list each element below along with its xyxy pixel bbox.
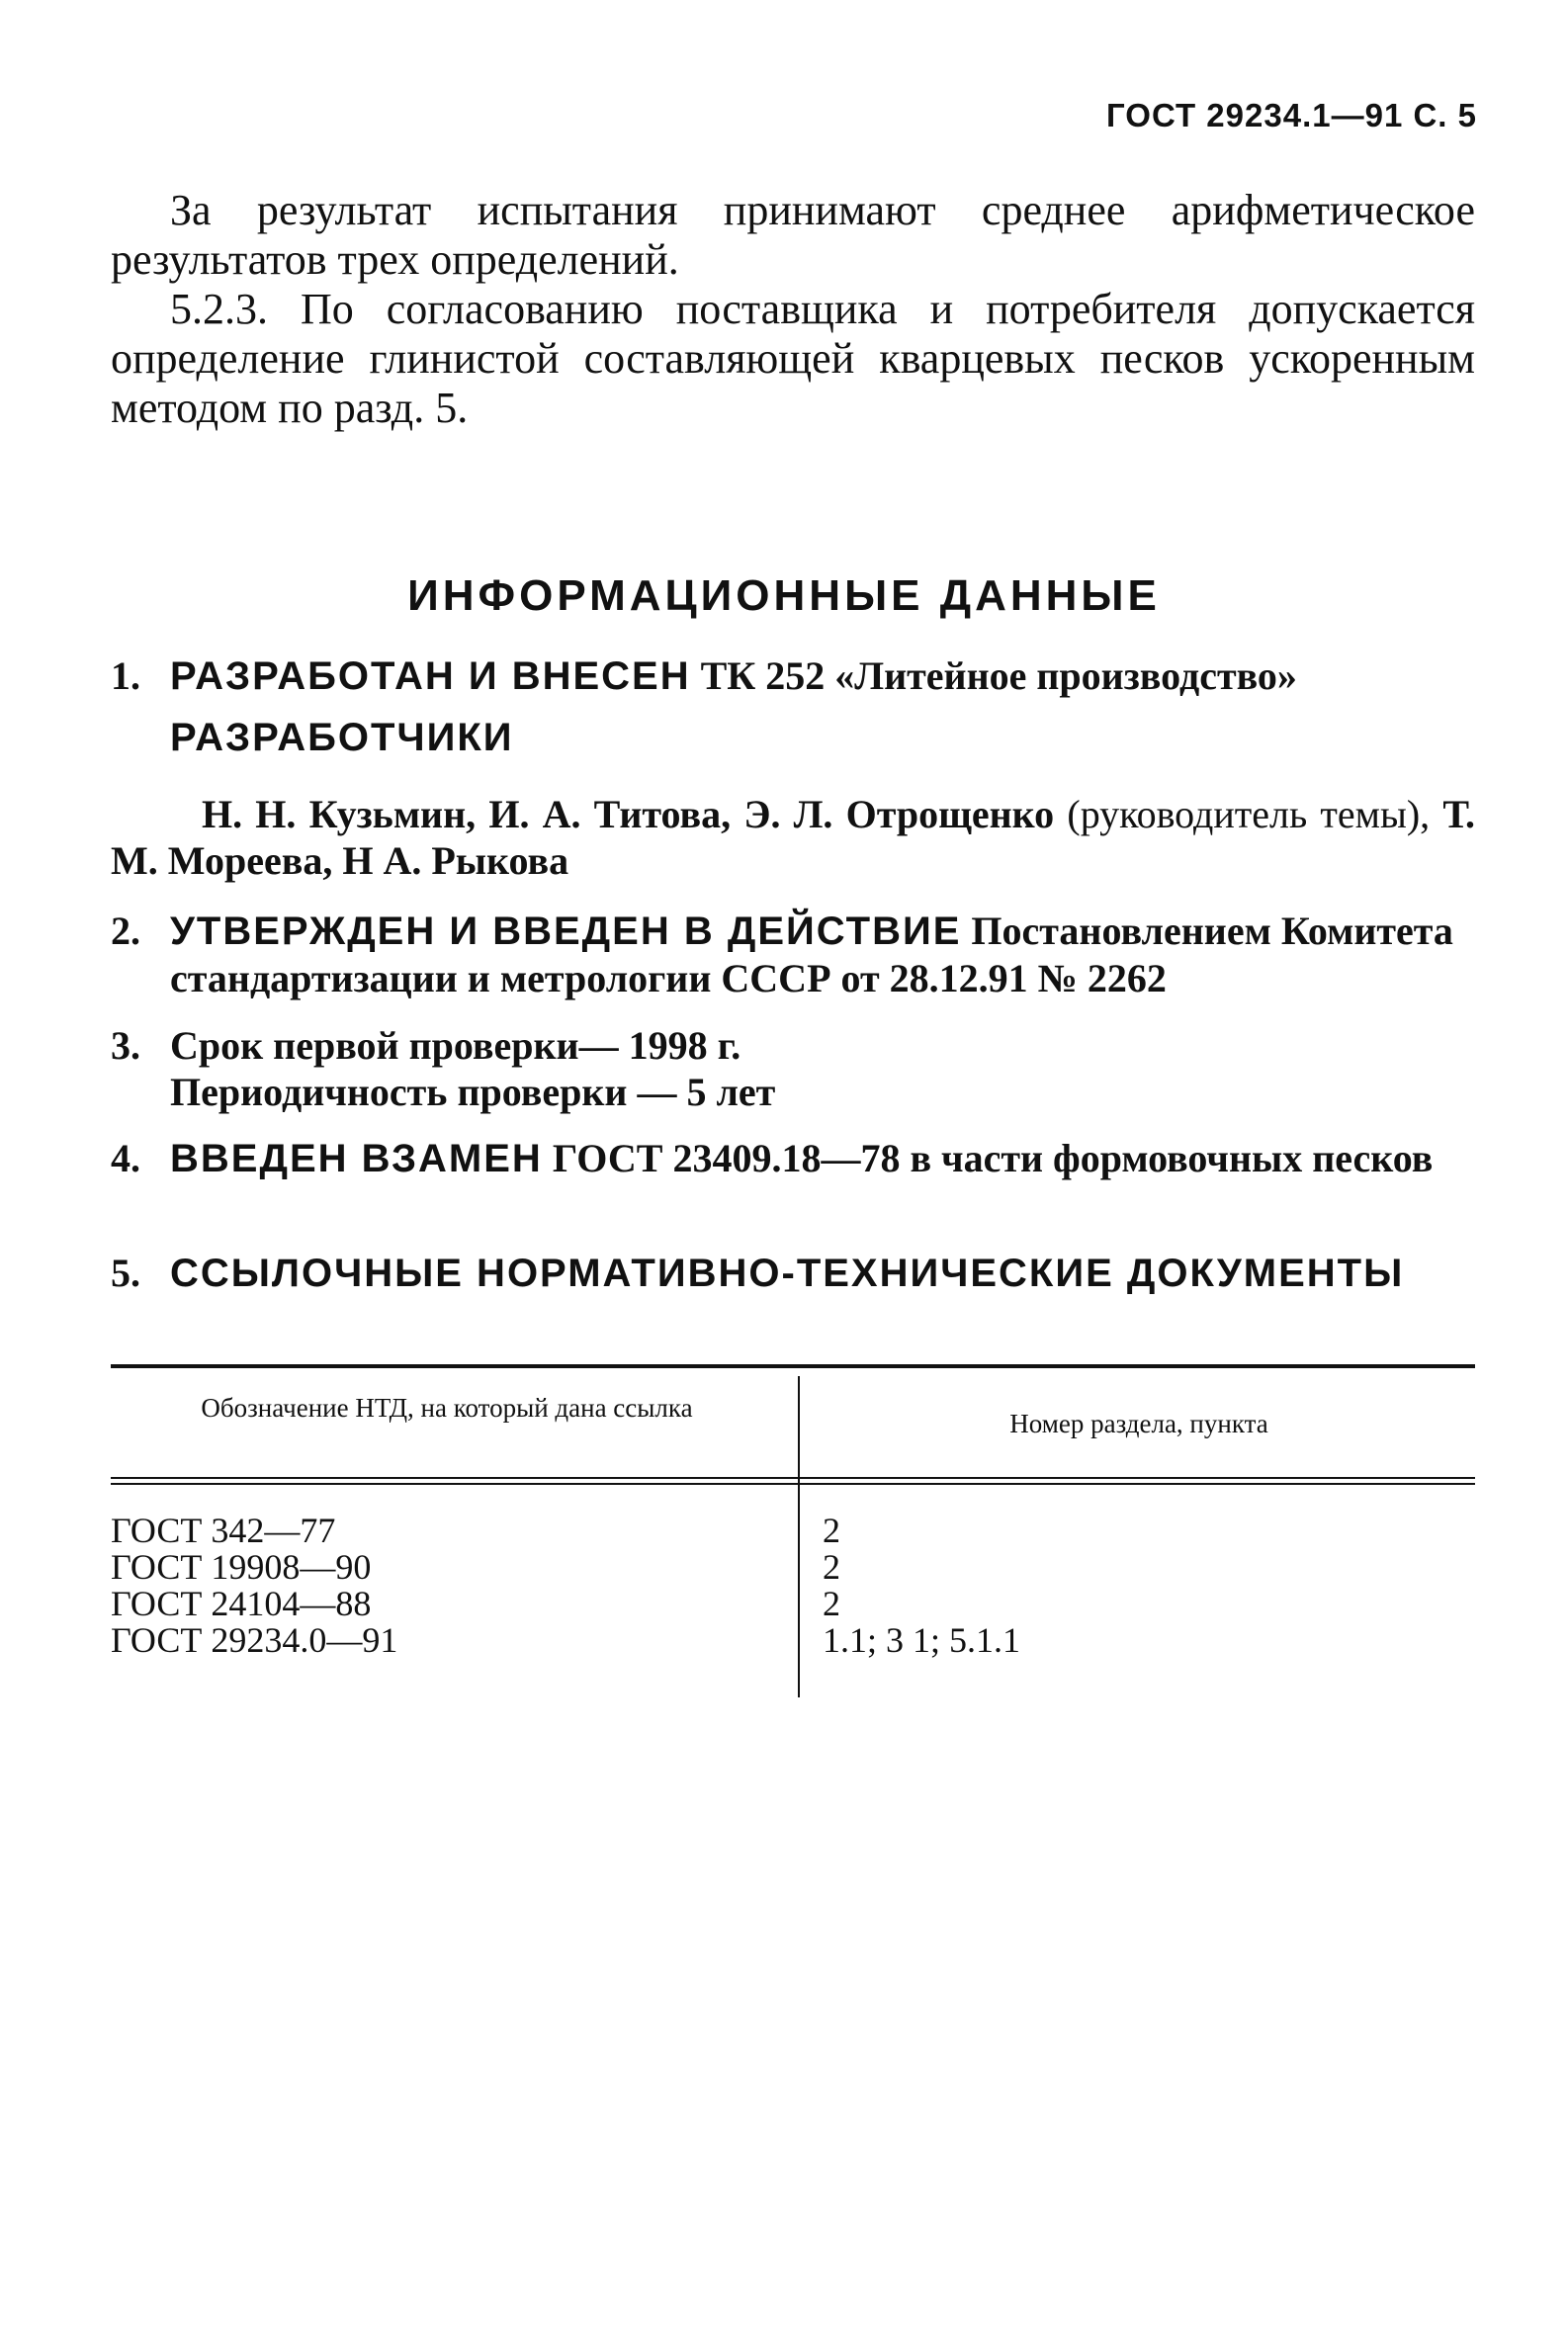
table-top-rule [111,1364,1475,1368]
table-row-doc: ГОСТ 19908—90 [111,1547,372,1587]
item-line-2: Периодичность проверки — 5 лет [170,1070,776,1114]
item-caps-label: УТВЕРЖДЕН И ВВЕДЕН В ДЕЙСТВИЕ [170,910,962,953]
item-text: Постановлением Комитета стандартизации и метрологии СССР от 28.12.91 № 2262 [170,909,1453,1000]
intro-paragraph-2: 5.2.3. По согласованию поставщика и потребителя допускается определение глинистой составляющей кварцевых песков ускоренным методом по разд. 5. [111,285,1475,432]
info-item-3 [111,1022,1475,1115]
table-row-doc: ГОСТ 24104—88 [111,1584,372,1623]
item-caps-label: ВВЕДЕН ВЗАМЕН [170,1137,543,1180]
page-header: ГОСТ 29234.1—91 С. 5 [1106,97,1477,133]
info-item-2 [111,908,1475,1001]
info-item-5 [111,1250,1475,1297]
table-header-document: Обозначение НТД, на который дана ссылка [201,1393,693,1423]
table-row-section: 1.1; 3 1; 5.1.1 [823,1620,1021,1660]
table-document-column [111,1513,783,1659]
item-text: ГОСТ 23409.18—78 в части формовочных песков [552,1136,1434,1180]
table-row-doc: ГОСТ 342—77 [111,1511,336,1550]
table-row-section: 2 [823,1584,840,1623]
developers-role: (руководитель темы), [1067,792,1431,836]
table-header-section: Номер раздела, пункта [1009,1409,1268,1438]
item-caps-label: ССЫЛОЧНЫЕ НОРМАТИВНО-ТЕХНИЧЕСКИЕ ДОКУМЕНТЫ [170,1252,1405,1295]
item-number: 4. [111,1136,140,1180]
item-number: 5. [111,1251,140,1295]
table-column-divider [798,1376,800,1697]
item-text: ТК 252 «Литейное производство» [700,653,1297,698]
section-title: ИНФОРМАЦИОННЫЕ ДАННЫЕ [407,571,1161,620]
table-section-column [823,1513,1475,1659]
developers-label: РАЗРАБОТЧИКИ [170,716,514,759]
item-number: 2. [111,909,140,953]
developers-names [111,791,1475,884]
item-number: 1. [111,653,140,698]
intro-text [111,186,1475,433]
table-row-doc: ГОСТ 29234.0—91 [111,1620,398,1660]
item-number: 3. [111,1023,140,1068]
developers-names-list: Н. Н. Кузьмин, И. А. Титова, Э. Л. Отрощенко [202,792,1055,836]
developers-names-list-2: Т. М. Мореева, Н А. Рыкова [111,792,1476,883]
table-header-rule [111,1477,1475,1479]
intro-paragraph-1: За результат испытания принимают среднее арифметическое результатов трех определений. [111,186,1475,284]
table-row-section: 2 [823,1547,840,1587]
developers-label-row [111,714,1475,761]
item-line-1: Срок первой проверки— 1998 г. [170,1023,741,1068]
table-row-section: 2 [823,1511,840,1550]
item-caps-label: РАЗРАБОТАН И ВНЕСЕН [170,654,691,698]
info-item-1 [111,652,1475,700]
table-header-rule-double [111,1483,1475,1485]
info-item-4 [111,1135,1475,1182]
